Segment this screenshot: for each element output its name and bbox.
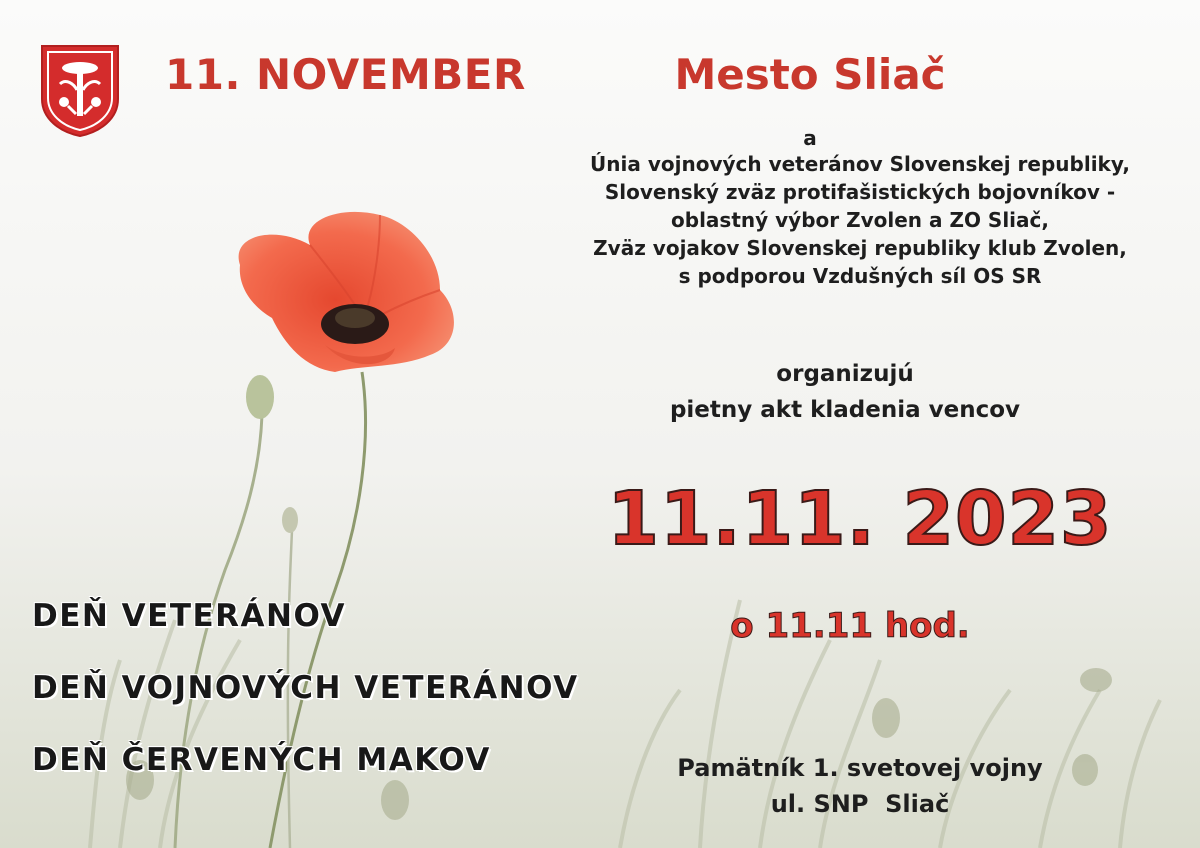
organize-line: pietny akt kladenia vencov bbox=[669, 397, 1021, 423]
organize-line: organizujú bbox=[776, 361, 914, 387]
location-line: ul. SNP Sliač bbox=[770, 790, 950, 818]
day-title-veterans: DEŇ VETERÁNOV bbox=[32, 598, 346, 634]
location-line: Pamätník 1. svetovej vojny bbox=[677, 754, 1043, 782]
organizer-line: oblastný výbor Zvolen a ZO Sliač, bbox=[671, 208, 1049, 232]
coat-of-arms-icon bbox=[40, 44, 120, 138]
city-title: Mesto Sliač bbox=[674, 50, 946, 99]
event-description bbox=[600, 356, 1090, 428]
organizer-line: Zväz vojakov Slovenskej republiky klub Zvolen, bbox=[593, 236, 1127, 260]
organizers-list bbox=[540, 150, 1180, 290]
organizer-line: Únia vojnových veteránov Slovenskej republiky, bbox=[590, 152, 1130, 176]
day-title-red-poppies: DEŇ ČERVENÝCH MAKOV bbox=[32, 742, 491, 778]
header-date-title: 11. NOVEMBER bbox=[165, 50, 526, 99]
event-date: 11.11. 2023 bbox=[607, 476, 1113, 562]
organizer-line: s podporou Vzdušných síl OS SR bbox=[678, 264, 1042, 288]
organizer-line: Slovenský zväz protifašistických bojovníkov - bbox=[604, 180, 1116, 204]
organizers-conjunction: a bbox=[803, 126, 817, 150]
event-time: o 11.11 hod. bbox=[730, 606, 970, 646]
day-title-war-veterans: DEŇ VOJNOVÝCH VETERÁNOV bbox=[32, 670, 579, 706]
event-location bbox=[630, 750, 1090, 822]
